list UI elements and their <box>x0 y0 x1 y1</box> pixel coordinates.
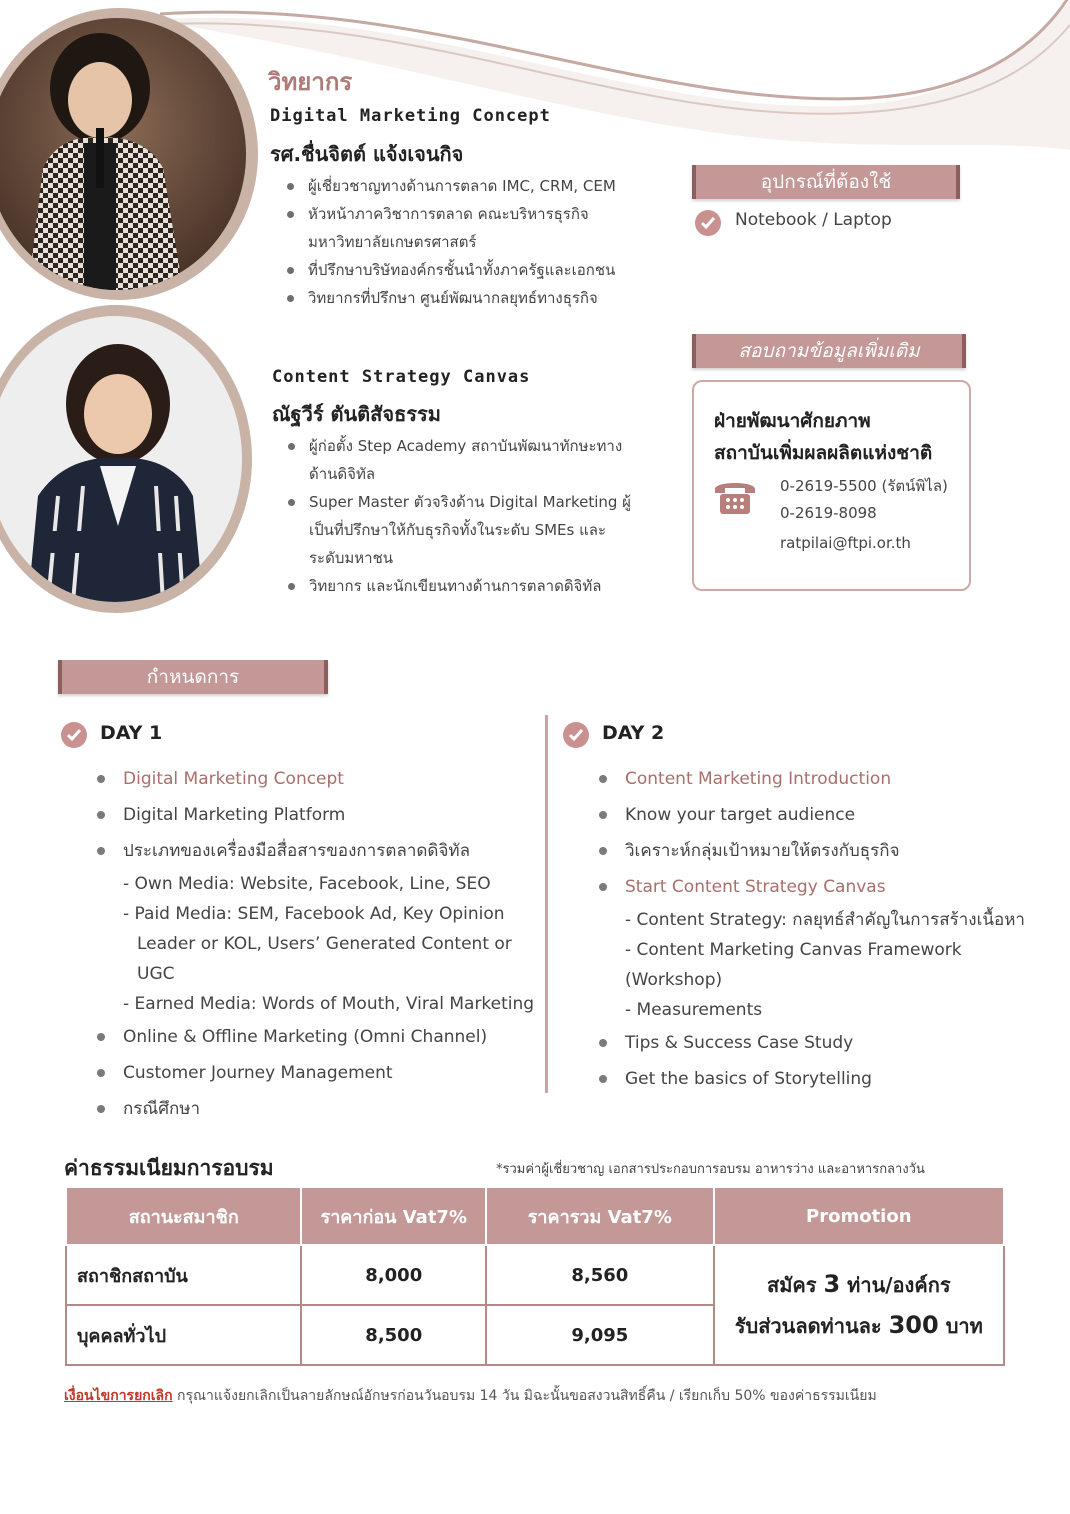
fees-title: ค่าธรรมเนียมการอบรม <box>64 1156 274 1180</box>
price-before-vat-cell: 8,000 <box>301 1245 486 1305</box>
list-item: กรณีศึกษา <box>97 1091 537 1127</box>
promotion-line1 <box>716 1264 1002 1305</box>
speaker1-bullets <box>284 172 644 312</box>
day1-title: DAY 1 <box>100 722 163 744</box>
list-item: วิเคราะห์กลุ่มเป้าหมายให้ตรงกับธุรกิจ <box>599 833 1049 869</box>
sub-item: - Own Media: Website, Facebook, Line, SEO <box>123 874 491 894</box>
sub-item: - Measurements <box>625 1000 763 1020</box>
list-item: Digital Marketing Concept <box>97 761 537 797</box>
promotion-line2-prefix: รับส่วนลดท่านละ <box>734 1314 882 1338</box>
check-icon <box>695 210 721 236</box>
price-with-vat-cell: 9,095 <box>486 1305 713 1365</box>
telephone-icon <box>712 477 758 517</box>
speaker2-bullets <box>285 432 635 600</box>
sub-item: - Content Strategy: กลยุทธ์สำคัญในการสร้างเนื้อหา <box>625 910 1025 930</box>
list-item: ผู้ก่อตั้ง Step Academy สถาบันพัฒนาทักษะทางด้านดิจิทัล <box>285 432 635 488</box>
check-icon <box>563 722 589 748</box>
sub-item: - Content Marketing Canvas Framework (Workshop) <box>625 940 962 990</box>
member-status-cell: บุคคลทั่วไป <box>66 1305 301 1365</box>
cancellation-policy <box>64 1385 1024 1407</box>
speakers-heading: วิทยากร <box>268 68 353 96</box>
day1-agenda <box>97 761 537 1127</box>
list-item: Digital Marketing Platform <box>97 797 537 833</box>
contact-email[interactable]: ratpilai@ftpi.or.th <box>780 534 911 552</box>
column-header: สถานะสมาชิก <box>66 1187 301 1245</box>
check-icon <box>61 722 87 748</box>
list-item: Content Marketing Introduction <box>599 761 1049 797</box>
list-item: หัวหน้าภาควิชาการตลาด คณะบริหารธุรกิจ มหาวิทยาลัยเกษตรศาสตร์ <box>284 200 644 256</box>
list-item: Online & Offline Marketing (Omni Channel) <box>97 1019 537 1055</box>
list-item: ประเภทของเครื่องมือสื่อสารของการตลาดดิจิทัล <box>97 833 537 869</box>
member-status-cell: สถาชิกสถาบัน <box>66 1245 301 1305</box>
speaker1-topic: Digital Marketing Concept <box>270 106 551 126</box>
promotion-line2 <box>716 1305 1002 1346</box>
price-with-vat-cell: 8,560 <box>486 1245 713 1305</box>
list-item: วิทยากรที่ปรึกษา ศูนย์พัฒนากลยุทธ์ทางธุรกิจ <box>284 284 644 312</box>
column-header: ราคาก่อน Vat7% <box>301 1187 486 1245</box>
promotion-line2-suffix: บาท <box>945 1314 983 1338</box>
sub-item: - Paid Media: SEM, Facebook Ad, Key Opinion <box>123 904 505 924</box>
list-item: Customer Journey Management <box>97 1055 537 1091</box>
speaker1-name: รศ.ชื่นจิตต์ แจ้งเจนกิจ <box>270 142 464 166</box>
sub-item: Leader or KOL, Users’ Generated Content or UGC <box>137 934 512 984</box>
column-header: ราคารวม Vat7% <box>486 1187 713 1245</box>
speaker2-photo <box>0 316 242 602</box>
cancellation-text: กรุณาแจ้งยกเลิกเป็นลายลักษณ์อักษรก่อนวันอบรม 14 วัน มิฉะนั้นขอสงวนสิทธิ์คืน / เรียกเก็บ 50% ของค่าธรรมเนียม <box>177 1388 877 1404</box>
promotion-line1-suffix: ท่าน/องค์กร <box>847 1273 951 1297</box>
fee-table <box>65 1186 1005 1366</box>
contact-org-line1: ฝ่ายพัฒนาศักยภาพ <box>714 410 871 432</box>
day2-title: DAY 2 <box>602 722 665 744</box>
list-item: Know your target audience <box>599 797 1049 833</box>
cancellation-label: เงื่อนไขการยกเลิก <box>64 1388 173 1404</box>
price-before-vat-cell: 8,500 <box>301 1305 486 1365</box>
list-item: ผู้เชี่ยวชาญทางด้านการตลาด IMC, CRM, CEM <box>284 172 644 200</box>
speaker2-topic: Content Strategy Canvas <box>272 367 531 387</box>
promotion-count: 3 <box>823 1270 841 1298</box>
list-item: วิทยากร และนักเขียนทางด้านการตลาดดิจิทัล <box>285 572 635 600</box>
speaker1-photo <box>0 18 246 290</box>
list-item: Get the basics of Storytelling <box>599 1061 1049 1097</box>
sub-item: - Earned Media: Words of Mouth, Viral Marketing <box>123 994 535 1014</box>
list-item: Super Master ตัวจริงด้าน Digital Marketing ผู้เป็นที่ปรึกษาให้กับธุรกิจทั้งในระดับ SMEs และระดับมหาชน <box>285 488 635 572</box>
promotion-discount: 300 <box>888 1311 939 1339</box>
contact-org-line2: สถาบันเพิ่มผลผลิตแห่งชาติ <box>714 442 933 464</box>
fees-note: *รวมค่าผู้เชี่ยวชาญ เอกสารประกอบการอบรม อาหารว่าง และอาหารกลางวัน <box>496 1162 925 1177</box>
day-divider <box>545 715 548 1093</box>
contact-phone1[interactable]: 0-2619-5500 (รัตน์พิไล) <box>780 477 948 495</box>
speaker2-name: ณัฐวีร์ ตันติสัจธรรม <box>272 402 441 426</box>
list-item: Start Content Strategy Canvas <box>599 869 1049 905</box>
contact-phone2[interactable]: 0-2619-8098 <box>780 504 877 522</box>
table-row <box>66 1245 1004 1305</box>
contact-banner: สอบถามข้อมูลเพิ่มเติม <box>692 334 966 368</box>
fee-table-header-row <box>66 1187 1004 1245</box>
day2-agenda <box>599 761 1049 1097</box>
column-header: Promotion <box>714 1187 1004 1245</box>
list-item: ที่ปรึกษาบริษัทองค์กรชั้นนำทั้งภาครัฐและเอกชน <box>284 256 644 284</box>
promotion-line1-prefix: สมัคร <box>767 1273 817 1297</box>
list-item: Tips & Success Case Study <box>599 1025 1049 1061</box>
equipment-item: Notebook / Laptop <box>735 210 892 230</box>
promotion-cell <box>714 1245 1004 1365</box>
equipment-banner: อุปกรณ์ที่ต้องใช้ <box>692 165 960 199</box>
schedule-banner: กำหนดการ <box>58 660 328 694</box>
